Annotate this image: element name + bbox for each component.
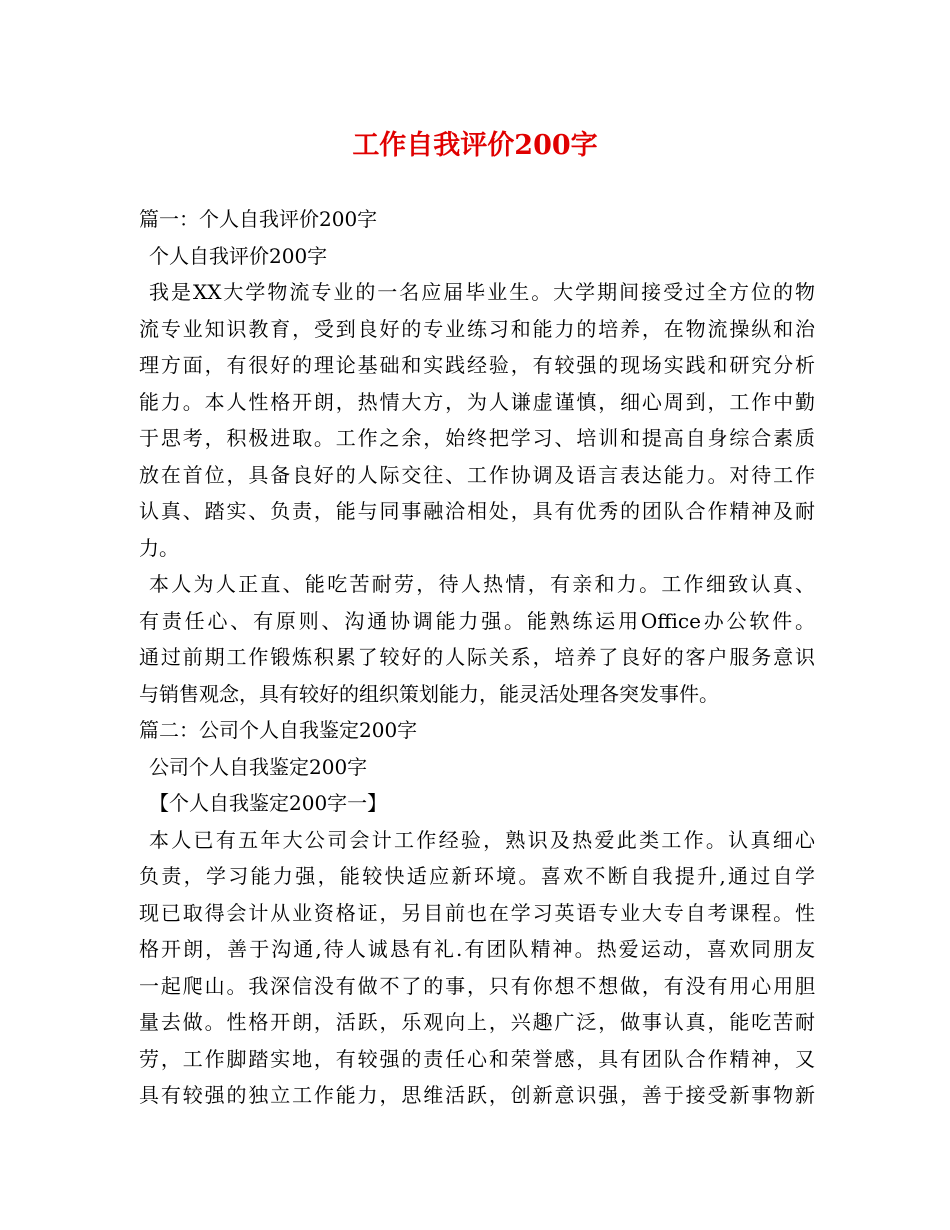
paragraph-line: 放在首位，具备良好的人际交往、工作协调及语言表达能力。对待工作 <box>139 462 815 487</box>
article-subtitle: 个人自我评价200字 <box>149 243 328 268</box>
paragraph-line: 现已取得会计从业资格证，另目前也在学习英语专业大专自考课程。性 <box>139 900 815 925</box>
paragraph-line: 一起爬山。我深信没有做不了的事，只有你想不想做，有没有用心用胆 <box>139 973 815 998</box>
paragraph-line: 本人已有五年大公司会计工作经验，熟识及热爱此类工作。认真细心 <box>149 827 815 852</box>
paragraph-line: 流专业知识教育，受到良好的专业练习和能力的培养，在物流操纵和治 <box>139 316 815 341</box>
paragraph-line: 认真、踏实、负责，能与同事融洽相处，具有优秀的团队合作精神及耐 <box>139 499 815 523</box>
document-title: 工作自我评价200字 <box>352 130 598 161</box>
paragraph-line: 能力。本人性格开朗，热情大方，为人谦虚谨慎，细心周到，工作中勤 <box>139 389 815 414</box>
paragraph-line: 于思考，积极进取。工作之余，始终把学习、培训和提高自身综合素质 <box>139 426 815 450</box>
paragraph-line: 力。 <box>139 535 179 560</box>
paragraph-line: 劳，工作脚踏实地，有较强的责任心和荣誉感，具有团队合作精神，又 <box>139 1046 815 1071</box>
section-heading: 篇二：公司个人自我鉴定200字 <box>139 718 418 742</box>
paragraph-line: 量去做。性格开朗，活跃，乐观向上，兴趣广泛，做事认真，能吃苦耐 <box>139 1010 815 1034</box>
paragraph-line: 我是XX大学物流专业的一名应届毕业生。大学期间接受过全方位的物 <box>149 280 815 304</box>
paragraph-line: 与销售观念，具有较好的组织策划能力，能灵活处理各突发事件。 <box>139 681 719 706</box>
paragraph-line: 格开朗，善于沟通,待人诚恳有礼.有团队精神。热爱运动，喜欢同朋友 <box>139 937 815 961</box>
subsection-heading: 【个人自我鉴定200字一】 <box>149 791 388 815</box>
paragraph-line: 理方面，有很好的理论基础和实践经验，有较强的现场实践和研究分析 <box>139 353 815 377</box>
paragraph-line: 本人为人正直、能吃苦耐劳，待人热情，有亲和力。工作细致认真、 <box>149 572 815 596</box>
document-body <box>139 201 815 1114</box>
paragraph-line: 具有较强的独立工作能力，思维活跃，创新意识强，善于接受新事物新 <box>139 1083 815 1107</box>
paragraph-line: 负责，学习能力强，能较快适应新环境。喜欢不断自我提升,通过自学 <box>139 864 815 888</box>
paragraph-line: 有责任心、有原则、沟通协调能力强。能熟练运用Office办公软件。 <box>139 608 815 633</box>
article-subtitle: 公司个人自我鉴定200字 <box>149 754 368 779</box>
section-heading: 篇一：个人自我评价200字 <box>139 207 378 231</box>
paragraph-line: 通过前期工作锻炼积累了较好的人际关系，培养了良好的客户服务意识 <box>139 645 815 669</box>
